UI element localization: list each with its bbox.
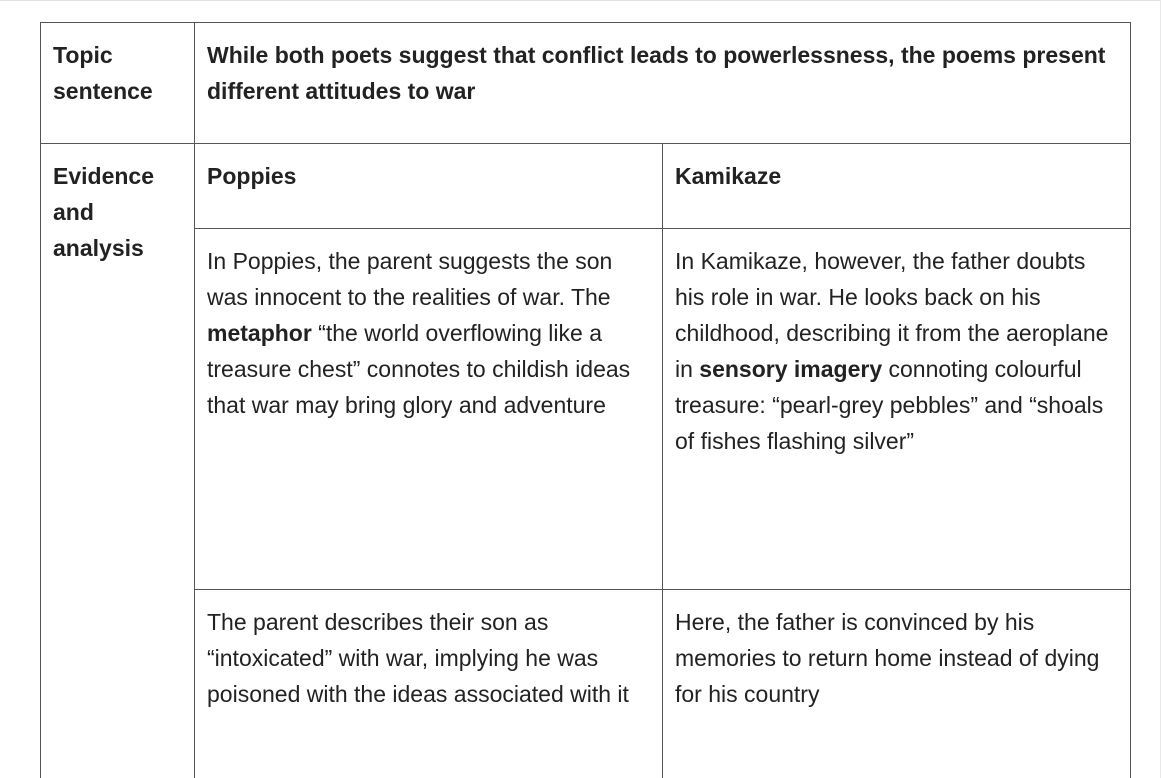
poppies-evidence-2: The parent describes their son as “intoxicated” with war, implying he was poisoned with the ideas associated with it (195, 590, 663, 778)
top-divider (0, 0, 1161, 1)
kamikaze-evidence-1-lead: In Kamikaze, however, the father doubts his role in war. He looks back on his childhood, describing it from the aeroplane in (675, 248, 1109, 382)
poppies-evidence-1 (195, 229, 663, 590)
kamikaze-term-sensory-imagery: sensory imagery (699, 356, 883, 382)
evidence-label: Evidence and analysis (41, 144, 195, 778)
poppies-evidence-1-tail: “the world overflowing like a treasure chest” connotes to childish ideas that war may bring glory and adventure (207, 320, 631, 418)
poppies-term-metaphor: metaphor (207, 320, 312, 346)
poem-header-row (41, 144, 1131, 229)
poppies-column-header: Poppies (195, 144, 663, 229)
evidence-row-2 (41, 590, 1131, 778)
evidence-row-1 (41, 229, 1131, 590)
essay-planning-table (40, 22, 1131, 778)
topic-sentence-text: While both poets suggest that conflict leads to powerlessness, the poems present different attitudes to war (195, 23, 1131, 144)
kamikaze-column-header: Kamikaze (663, 144, 1131, 229)
kamikaze-evidence-1 (663, 229, 1131, 590)
kamikaze-evidence-1-tail: connoting colourful treasure: “pearl-grey pebbles” and “shoals of fishes flashing silver” (675, 356, 1104, 454)
poppies-evidence-1-lead: In Poppies, the parent suggests the son was innocent to the realities of war. The (207, 248, 613, 310)
topic-row (41, 23, 1131, 144)
topic-label: Topic sentence (41, 23, 195, 144)
kamikaze-evidence-2: Here, the father is convinced by his memories to return home instead of dying for his country (663, 590, 1131, 778)
